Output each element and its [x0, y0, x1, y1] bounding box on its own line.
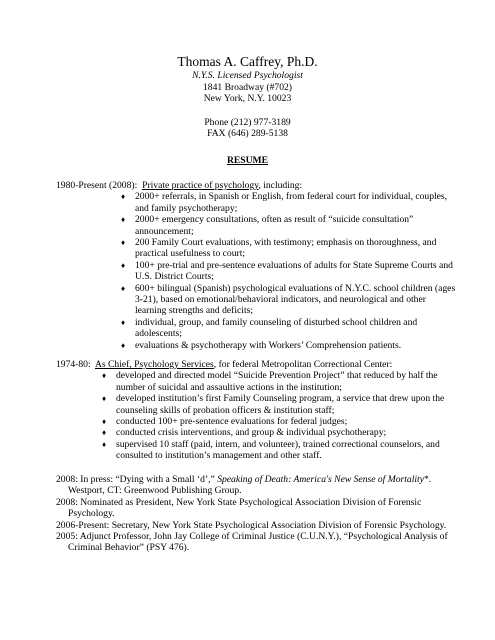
bullet-item [100, 416, 456, 427]
bullet-item [100, 370, 456, 393]
bullet-text: developed and directed model “Suicide Prevention Project” that reduced by half the number of suicidal and assaultive actions in the institution; [116, 370, 438, 393]
diamond-bullet-icon: ♦ [102, 417, 107, 427]
entry-text: 2005: Adjunct Professor, John Jay College of Criminal Justice (C.U.N.Y.), “Psychological Analysis of Criminal Behavior” (PSY 476). [56, 531, 448, 554]
address-line-1: 1841 Broadway (#702) [203, 81, 292, 93]
bullet-item [70, 317, 456, 340]
bullet-text: conducted 100+ pre-sentence evaluations for federal judges; [116, 416, 348, 428]
activity-entries [56, 474, 456, 554]
bullet-item [70, 191, 456, 214]
bullet-text: supervised 10 staff (paid, intern, and volunteer), trained correctional counselors, and consulted to institution’s management and other staff. [116, 438, 440, 462]
entry-text: 2008: Nominated as President, New York State Psychological Association Division of Forensic Psychology. [56, 496, 422, 520]
chief-role: As Chief, Psychology Services [94, 359, 214, 370]
fax-line: FAX (646) 289-5138 [207, 128, 288, 140]
chief-heading [56, 359, 456, 370]
bullet-item [70, 214, 456, 237]
bullet-item [70, 340, 456, 351]
bullet-text: individual, group, and family counseling of disturbed school children and adolescents; [135, 316, 418, 340]
diamond-bullet-icon: ♦ [121, 283, 126, 293]
private-practice-suffix: , including: [258, 180, 303, 191]
bullet-item [70, 237, 456, 260]
resume-title: RESUME [226, 155, 269, 166]
bullet-item [100, 439, 456, 462]
bullet-text: 600+ bilingual (Spanish) psychological evaluations of N.Y.C. school children (ages 3-21), based on emotional/behavioral indicators, and neurological and other learning strengths and deficits; [135, 282, 456, 317]
diamond-bullet-icon: ♦ [102, 428, 107, 438]
private-practice-role: Private practice of psychology [142, 180, 259, 191]
diamond-bullet-icon: ♦ [102, 394, 107, 404]
entry-text: 2006-Present: Secretary, New York State Psychological Association Division of Forensic Psychology. [56, 519, 447, 531]
bullet-item [70, 283, 456, 317]
bullet-text: evaluations & psychotherapy with Workers’ Comprehension patients. [135, 339, 402, 351]
activity-entry [56, 531, 456, 554]
diamond-bullet-icon: ♦ [121, 317, 126, 327]
entry-text: 2008: In press: “Dying with a Small ‘d’,” [56, 474, 218, 485]
bullet-text: 200 Family Court evaluations, with testimony; emphasis on thoroughness, and practical usefulness to court; [135, 237, 437, 260]
chief-dates: 1974-80: [56, 359, 91, 370]
contact-header [0, 54, 495, 140]
entry-tail: *. Westport, CT: Greenwood Publishing Group. [68, 474, 432, 497]
diamond-bullet-icon: ♦ [102, 439, 107, 449]
diamond-bullet-icon: ♦ [121, 260, 126, 270]
bullet-item [100, 393, 456, 416]
bullet-text: 100+ pre-trial and pre-sentence evaluations of adults for State Supreme Courts and U.S. District Courts; [135, 259, 453, 283]
diamond-bullet-icon: ♦ [121, 192, 126, 202]
activity-entry [56, 497, 456, 520]
publication-title: Speaking of Death: America's New Sense of Mortality [217, 474, 424, 485]
diamond-bullet-icon: ♦ [121, 340, 126, 350]
bullet-item [100, 427, 456, 438]
address-line-2: New York, N.Y. 10023 [203, 93, 292, 105]
bullet-text: 2000+ emergency consultations, often as result of “suicide consultation” announcement; [135, 214, 414, 237]
private-practice-section [56, 180, 456, 351]
chief-suffix: , for federal Metropolitan Correctional Center: [213, 359, 393, 370]
private-practice-dates: 1980-Present (2008): [56, 180, 138, 191]
activity-entry [56, 474, 456, 497]
chief-bullet-list [56, 370, 456, 461]
bullet-text: developed institution’s first Family Counseling program, a service that drew upon the counseling skills of probation officers & institution staff; [116, 393, 445, 416]
activity-entry [56, 520, 456, 531]
diamond-bullet-icon: ♦ [102, 371, 107, 381]
diamond-bullet-icon: ♦ [121, 215, 126, 225]
person-name: Thomas A. Caffrey, Ph.D. [177, 54, 318, 69]
bullet-item [70, 260, 456, 283]
bullet-text: conducted crisis interventions, and group & individual psychotherapy; [116, 427, 387, 439]
bullet-text: 2000+ referrals, in Spanish or English, from federal court for individual, couples, and family psychotherapy; [135, 191, 448, 214]
diamond-bullet-icon: ♦ [121, 238, 126, 248]
private-practice-heading [56, 180, 456, 191]
chief-psychology-section [56, 359, 456, 462]
license-line: N.Y.S. Licensed Psychologist [192, 70, 303, 81]
private-practice-bullet-list [56, 191, 456, 351]
phone-line: Phone (212) 977-3189 [204, 116, 291, 128]
